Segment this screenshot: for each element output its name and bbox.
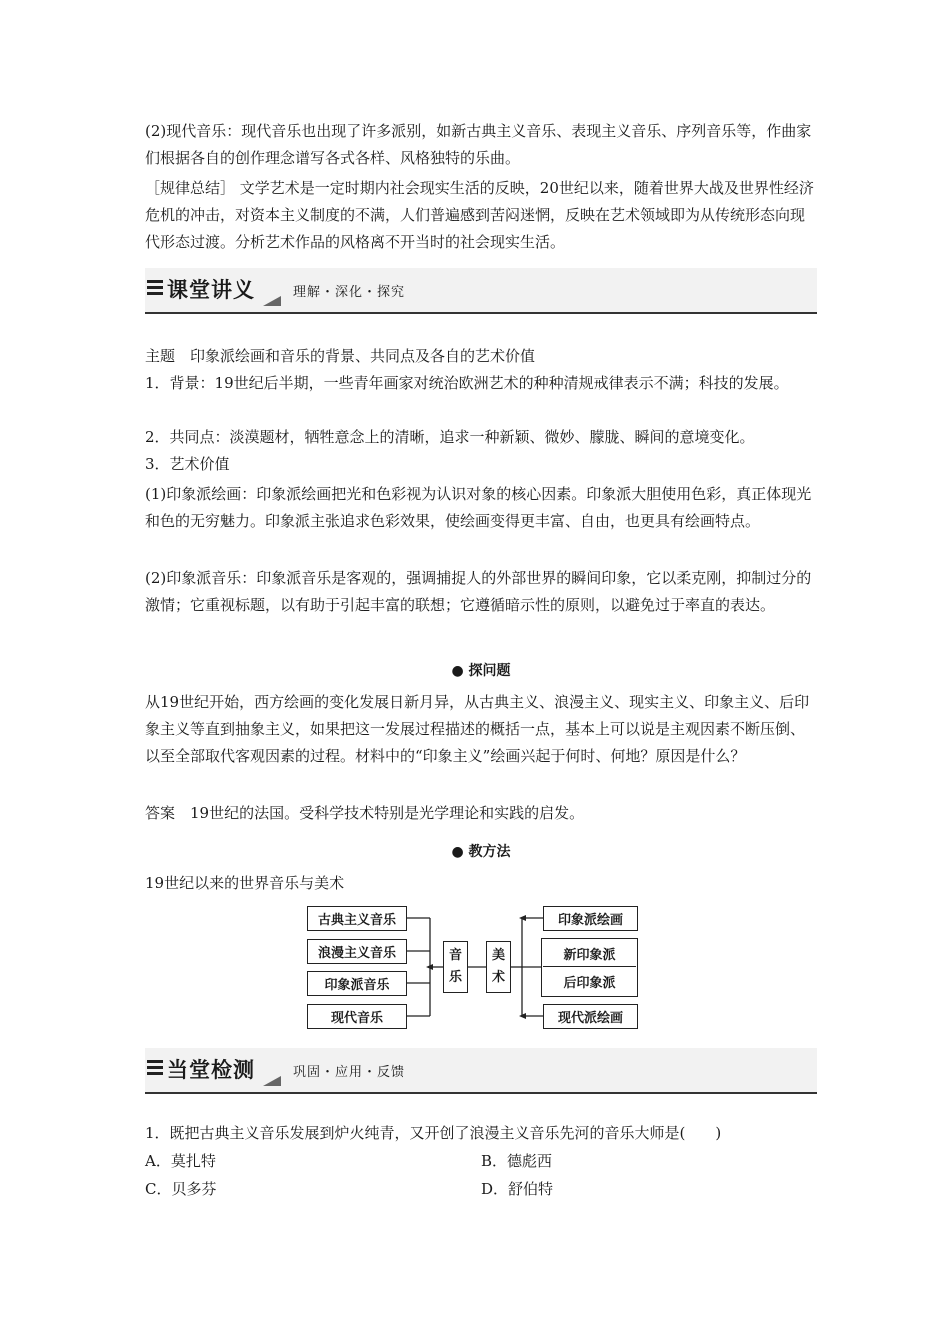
music-label-box bbox=[443, 941, 468, 993]
intro-paragraph-modern-music: (2)现代音乐：现代音乐也出现了许多派别，如新古典主义音乐、表现主义音乐、序列音乐等，作曲家们根据各自的创作理念谱写各式各样、风格独特的乐曲。 bbox=[145, 122, 812, 167]
section-title: 当堂检测 bbox=[167, 1058, 255, 1082]
section-divider bbox=[145, 1092, 817, 1094]
art-item-neo: 新印象派 bbox=[543, 940, 636, 967]
music-item-romantic: 浪漫主义音乐 bbox=[307, 939, 407, 964]
header-bars-icon bbox=[147, 280, 163, 300]
quiz-options bbox=[145, 1148, 817, 1208]
triangle-icon bbox=[263, 1076, 281, 1086]
section-title: 课堂讲义 bbox=[167, 278, 255, 302]
art-label-char: 美 bbox=[491, 948, 505, 963]
section-subtitle: 巩固・应用・反馈 bbox=[293, 1065, 406, 1080]
art-item-post: 后印象派 bbox=[543, 968, 636, 995]
music-item-classical: 古典主义音乐 bbox=[307, 906, 407, 931]
music-item-impressionist: 印象派音乐 bbox=[307, 971, 407, 996]
art-label-box bbox=[486, 941, 511, 993]
lecture-item-background: 1．背景：19世纪后半期，一些青年画家对统治欧洲艺术的种种清规戒律表示不满；科技的发展。 bbox=[145, 374, 789, 392]
section-header-lecture bbox=[145, 268, 817, 314]
lecture-item-value: 3．艺术价值 bbox=[145, 455, 230, 473]
music-item-modern: 现代音乐 bbox=[307, 1004, 407, 1029]
art-label-char: 术 bbox=[491, 970, 505, 985]
header-bars-icon bbox=[147, 1060, 163, 1080]
quiz-option-c[interactable]: C．贝多芬 bbox=[145, 1180, 217, 1198]
music-label-char: 乐 bbox=[448, 970, 462, 985]
section-header-quiz bbox=[145, 1048, 817, 1094]
section-subtitle: 理解・深化・探究 bbox=[293, 285, 406, 300]
triangle-icon bbox=[263, 296, 281, 306]
section-divider bbox=[145, 312, 817, 314]
lecture-item-common: 2．共同点：淡漠题材，牺牲意念上的清晰，追求一种新颖、微妙、朦胧、瞬间的意境变化。 bbox=[145, 428, 755, 446]
lecture-item-painting: (1)印象派绘画：印象派绘画把光和色彩视为认识对象的核心因素。印象派大胆使用色彩，真正体现光和色的无穷魅力。印象派主张追求色彩效果，使绘画变得更丰富、自由，也更具有绘画特点。 bbox=[145, 485, 812, 530]
method-heading: ● 教方法 bbox=[451, 844, 511, 860]
quiz-option-b[interactable]: B．德彪西 bbox=[481, 1152, 553, 1170]
quiz-option-a[interactable]: A．莫扎特 bbox=[145, 1152, 216, 1170]
music-label-char: 音 bbox=[448, 948, 462, 963]
inquiry-heading: ● 探问题 bbox=[451, 663, 511, 679]
quiz-option-d[interactable]: D．舒伯特 bbox=[481, 1180, 554, 1198]
inquiry-question: 从19世纪开始，西方绘画的变化发展日新月异，从古典主义、浪漫主义、现实主义、印象主义、后印象主义等直到抽象主义，如果把这一发展过程描述的概括一点，基本上可以说是主观因素不断压倒、以至全部取代客观因素的过程。材料中的“印象主义”绘画兴起于何时、何地？原因是什么？ bbox=[145, 693, 810, 765]
art-item-modern: 现代派绘画 bbox=[543, 1004, 638, 1029]
method-caption: 19世纪以来的世界音乐与美术 bbox=[145, 874, 345, 892]
quiz-question: 1．既把古典主义音乐发展到炉火纯青，又开创了浪漫主义音乐先河的音乐大师是( ) bbox=[145, 1124, 722, 1142]
lecture-item-music: (2)印象派音乐：印象派音乐是客观的，强调捕捉人的外部世界的瞬间印象，它以柔克刚，抑制过分的激情；它重视标题，以有助于引起丰富的联想；它遵循暗示性的原则，以避免过于率直的表达。 bbox=[145, 569, 812, 614]
art-item-impressionist: 印象派绘画 bbox=[543, 906, 638, 931]
lecture-topic: 主题 印象派绘画和音乐的背景、共同点及各自的艺术价值 bbox=[145, 347, 536, 365]
intro-paragraph-summary: ［规律总结］ 文学艺术是一定时期内社会现实生活的反映，20世纪以来，随着世界大战及世界性经济危机的冲击，对资本主义制度的不满，人们普遍感到苦闷迷惘，反映在艺术领域即为从传统形态向现代形态过渡。分析艺术作品的风格离不开当时的社会现实生活。 bbox=[145, 179, 814, 251]
inquiry-answer: 答案 19世纪的法国。受科学技术特别是光学理论和实践的启发。 bbox=[145, 804, 585, 822]
